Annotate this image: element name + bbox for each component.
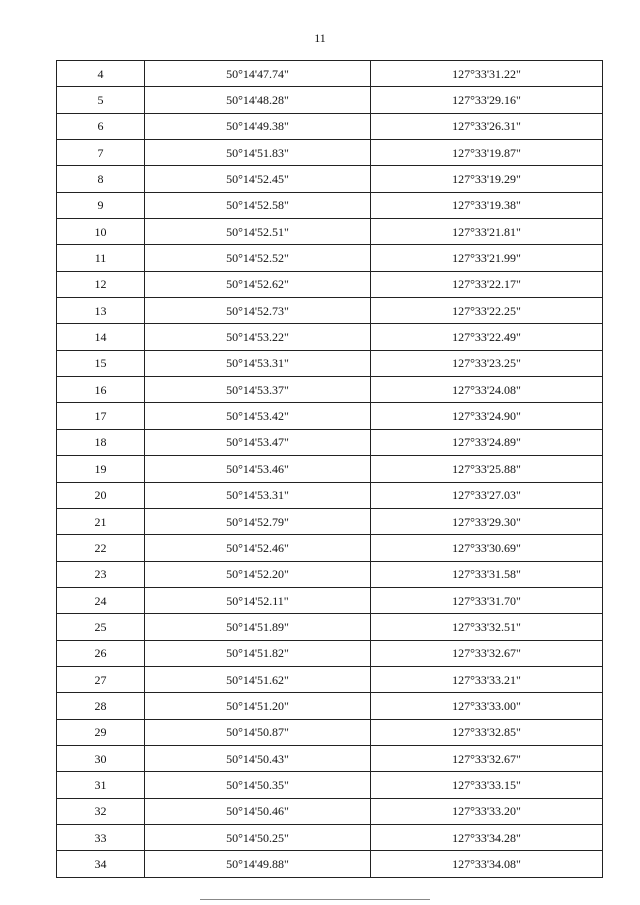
table-row [57, 403, 603, 429]
table-row [57, 666, 603, 692]
longitude-cell: 127°33'33.21" [371, 666, 603, 692]
latitude-cell: 50°14'47.74" [145, 61, 371, 87]
longitude-cell: 127°33'21.81" [371, 219, 603, 245]
longitude-cell: 127°33'30.69" [371, 535, 603, 561]
table-row [57, 87, 603, 113]
point-number-cell: 17 [57, 403, 145, 429]
table-row [57, 535, 603, 561]
table-row [57, 798, 603, 824]
latitude-cell: 50°14'50.25" [145, 824, 371, 850]
longitude-cell: 127°33'34.28" [371, 824, 603, 850]
point-number-cell: 29 [57, 719, 145, 745]
coordinates-table-body [57, 61, 603, 878]
point-number-cell: 14 [57, 324, 145, 350]
table-row [57, 245, 603, 271]
latitude-cell: 50°14'51.82" [145, 640, 371, 666]
point-number-cell: 33 [57, 824, 145, 850]
point-number-cell: 16 [57, 377, 145, 403]
point-number-cell: 22 [57, 535, 145, 561]
longitude-cell: 127°33'32.67" [371, 640, 603, 666]
longitude-cell: 127°33'22.49" [371, 324, 603, 350]
table-row [57, 140, 603, 166]
longitude-cell: 127°33'21.99" [371, 245, 603, 271]
longitude-cell: 127°33'23.25" [371, 350, 603, 376]
latitude-cell: 50°14'53.31" [145, 482, 371, 508]
longitude-cell: 127°33'24.89" [371, 429, 603, 455]
point-number-cell: 4 [57, 61, 145, 87]
point-number-cell: 28 [57, 693, 145, 719]
table-row [57, 561, 603, 587]
point-number-cell: 10 [57, 219, 145, 245]
table-row [57, 192, 603, 218]
table-row [57, 61, 603, 87]
latitude-cell: 50°14'50.87" [145, 719, 371, 745]
table-row [57, 614, 603, 640]
longitude-cell: 127°33'32.67" [371, 745, 603, 771]
latitude-cell: 50°14'52.11" [145, 587, 371, 613]
table-row [57, 324, 603, 350]
table-row [57, 456, 603, 482]
point-number-cell: 12 [57, 271, 145, 297]
point-number-cell: 6 [57, 113, 145, 139]
latitude-cell: 50°14'53.31" [145, 350, 371, 376]
table-row [57, 219, 603, 245]
page-number: 11 [314, 31, 326, 45]
latitude-cell: 50°14'52.46" [145, 535, 371, 561]
latitude-cell: 50°14'51.20" [145, 693, 371, 719]
point-number-cell: 9 [57, 192, 145, 218]
point-number-cell: 25 [57, 614, 145, 640]
point-number-cell: 27 [57, 666, 145, 692]
point-number-cell: 20 [57, 482, 145, 508]
longitude-cell: 127°33'19.29" [371, 166, 603, 192]
table-row [57, 693, 603, 719]
footer-divider [200, 899, 430, 900]
longitude-cell: 127°33'19.38" [371, 192, 603, 218]
table-row [57, 824, 603, 850]
longitude-cell: 127°33'32.51" [371, 614, 603, 640]
longitude-cell: 127°33'25.88" [371, 456, 603, 482]
longitude-cell: 127°33'33.00" [371, 693, 603, 719]
longitude-cell: 127°33'24.08" [371, 377, 603, 403]
point-number-cell: 31 [57, 772, 145, 798]
table-row [57, 587, 603, 613]
point-number-cell: 5 [57, 87, 145, 113]
longitude-cell: 127°33'27.03" [371, 482, 603, 508]
latitude-cell: 50°14'53.37" [145, 377, 371, 403]
point-number-cell: 21 [57, 508, 145, 534]
table-row [57, 508, 603, 534]
longitude-cell: 127°33'34.08" [371, 851, 603, 877]
longitude-cell: 127°33'33.20" [371, 798, 603, 824]
latitude-cell: 50°14'52.58" [145, 192, 371, 218]
longitude-cell: 127°33'19.87" [371, 140, 603, 166]
table-row [57, 745, 603, 771]
longitude-cell: 127°33'31.70" [371, 587, 603, 613]
latitude-cell: 50°14'52.51" [145, 219, 371, 245]
longitude-cell: 127°33'29.16" [371, 87, 603, 113]
longitude-cell: 127°33'22.17" [371, 271, 603, 297]
table-row [57, 640, 603, 666]
longitude-cell: 127°33'31.22" [371, 61, 603, 87]
latitude-cell: 50°14'52.62" [145, 271, 371, 297]
latitude-cell: 50°14'52.52" [145, 245, 371, 271]
latitude-cell: 50°14'53.46" [145, 456, 371, 482]
point-number-cell: 34 [57, 851, 145, 877]
latitude-cell: 50°14'53.47" [145, 429, 371, 455]
table-row [57, 719, 603, 745]
latitude-cell: 50°14'51.89" [145, 614, 371, 640]
point-number-cell: 23 [57, 561, 145, 587]
table-row [57, 851, 603, 877]
point-number-cell: 18 [57, 429, 145, 455]
table-row [57, 772, 603, 798]
table-row [57, 377, 603, 403]
latitude-cell: 50°14'49.88" [145, 851, 371, 877]
latitude-cell: 50°14'52.79" [145, 508, 371, 534]
table-row [57, 429, 603, 455]
latitude-cell: 50°14'52.45" [145, 166, 371, 192]
latitude-cell: 50°14'48.28" [145, 87, 371, 113]
latitude-cell: 50°14'53.42" [145, 403, 371, 429]
latitude-cell: 50°14'50.46" [145, 798, 371, 824]
point-number-cell: 26 [57, 640, 145, 666]
latitude-cell: 50°14'51.83" [145, 140, 371, 166]
table-row [57, 350, 603, 376]
latitude-cell: 50°14'52.20" [145, 561, 371, 587]
latitude-cell: 50°14'50.35" [145, 772, 371, 798]
latitude-cell: 50°14'50.43" [145, 745, 371, 771]
latitude-cell: 50°14'51.62" [145, 666, 371, 692]
longitude-cell: 127°33'24.90" [371, 403, 603, 429]
longitude-cell: 127°33'26.31" [371, 113, 603, 139]
point-number-cell: 32 [57, 798, 145, 824]
table-row [57, 113, 603, 139]
point-number-cell: 15 [57, 350, 145, 376]
longitude-cell: 127°33'22.25" [371, 298, 603, 324]
point-number-cell: 19 [57, 456, 145, 482]
longitude-cell: 127°33'32.85" [371, 719, 603, 745]
table-row [57, 166, 603, 192]
longitude-cell: 127°33'31.58" [371, 561, 603, 587]
point-number-cell: 11 [57, 245, 145, 271]
table-row [57, 271, 603, 297]
longitude-cell: 127°33'33.15" [371, 772, 603, 798]
latitude-cell: 50°14'53.22" [145, 324, 371, 350]
longitude-cell: 127°33'29.30" [371, 508, 603, 534]
table-row [57, 298, 603, 324]
point-number-cell: 7 [57, 140, 145, 166]
latitude-cell: 50°14'52.73" [145, 298, 371, 324]
point-number-cell: 30 [57, 745, 145, 771]
table-row [57, 482, 603, 508]
point-number-cell: 8 [57, 166, 145, 192]
latitude-cell: 50°14'49.38" [145, 113, 371, 139]
point-number-cell: 24 [57, 587, 145, 613]
coordinates-table [56, 60, 603, 878]
point-number-cell: 13 [57, 298, 145, 324]
